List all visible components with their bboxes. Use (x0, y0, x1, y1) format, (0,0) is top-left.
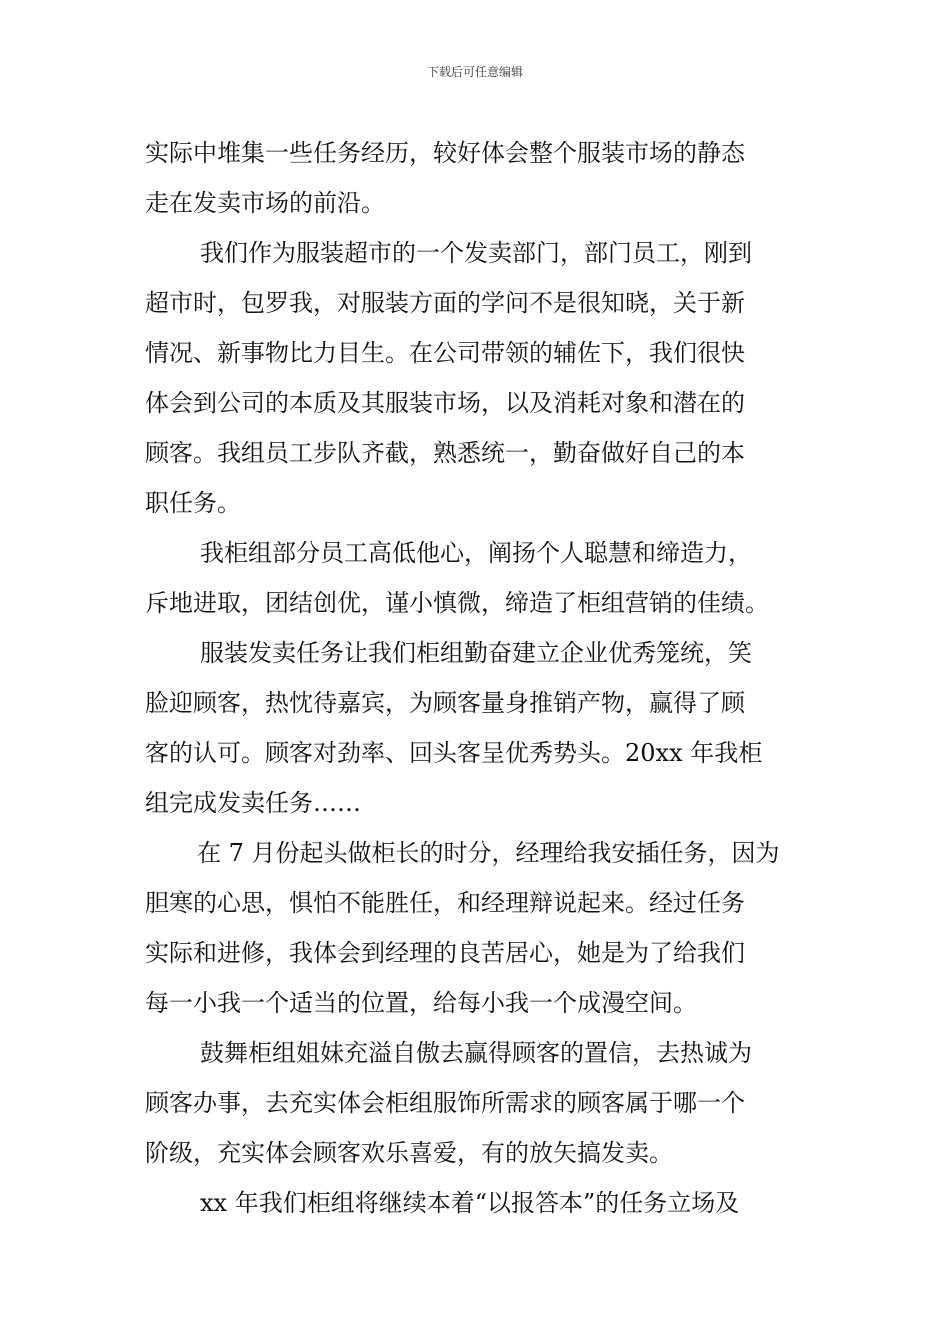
text-line: 情况、新事物比力目生。在公司带领的辅佐下，我们很快 (145, 339, 745, 367)
text-line: 斥地进取，团结创优，谨小慎微，缔造了柜组营销的佳绩。 (145, 589, 769, 617)
text-line: 实际和进修，我体会到经理的良苦居心，她是为了给我们 (145, 939, 745, 967)
text-line: 鼓舞柜组姐妹充溢自傲去赢得顾客的置信，去热诚为 (200, 1039, 752, 1067)
page-header (0, 64, 950, 80)
text-line: 体会到公司的本质及其服装市场，以及消耗对象和潜在的 (145, 389, 745, 417)
text-line: 组完成发卖任务…… (145, 789, 361, 817)
text-line: 我柜组部分员工高低他心，阐扬个人聪慧和缔造力， (200, 539, 752, 567)
text-line: 客的认可。顾客对劲率、回头客呈优秀势头。20xx 年我柜 (145, 739, 763, 767)
text-line: 走在发卖市场的前沿。 (145, 189, 385, 217)
text-line: 我们作为服装超市的一个发卖部门，部门员工，刚到 (200, 239, 752, 267)
text-line: 在 7 月份起头做柜长的时分，经理给我安插任务，因为 (197, 839, 780, 867)
text-line: 超市时，包罗我，对服装方面的学问不是很知晓，关于新 (145, 289, 745, 317)
text-line: 每一小我一个适当的位置，给每小我一个成漫空间。 (145, 989, 697, 1017)
text-line: 顾客。我组员工步队齐截，熟悉统一，勤奋做好自己的本 (145, 439, 745, 467)
text-line: 服装发卖任务让我们柜组勤奋建立企业优秀笼统，笑 (200, 639, 752, 667)
text-line: 顾客办事，去充实体会柜组服饰所需求的顾客属于哪一个 (145, 1089, 745, 1117)
header-text: 下载后可任意编辑 (426, 65, 523, 79)
text-line: xx 年我们柜组将继续本着“以报答本”的任务立场及 (200, 1189, 740, 1217)
text-line: 胆寒的心思，惧怕不能胜任，和经理辩说起来。经过任务 (145, 889, 745, 917)
text-line: 职任务。 (145, 489, 241, 517)
text-line: 脸迎顾客，热忱待嘉宾，为顾客量身推销产物，赢得了顾 (145, 689, 745, 717)
text-line: 阶级，充实体会顾客欢乐喜爱，有的放矢搞发卖。 (145, 1139, 673, 1167)
document-body (145, 128, 807, 1228)
text-line: 实际中堆集一些任务经历，较好体会整个服装市场的静态 (145, 139, 745, 167)
